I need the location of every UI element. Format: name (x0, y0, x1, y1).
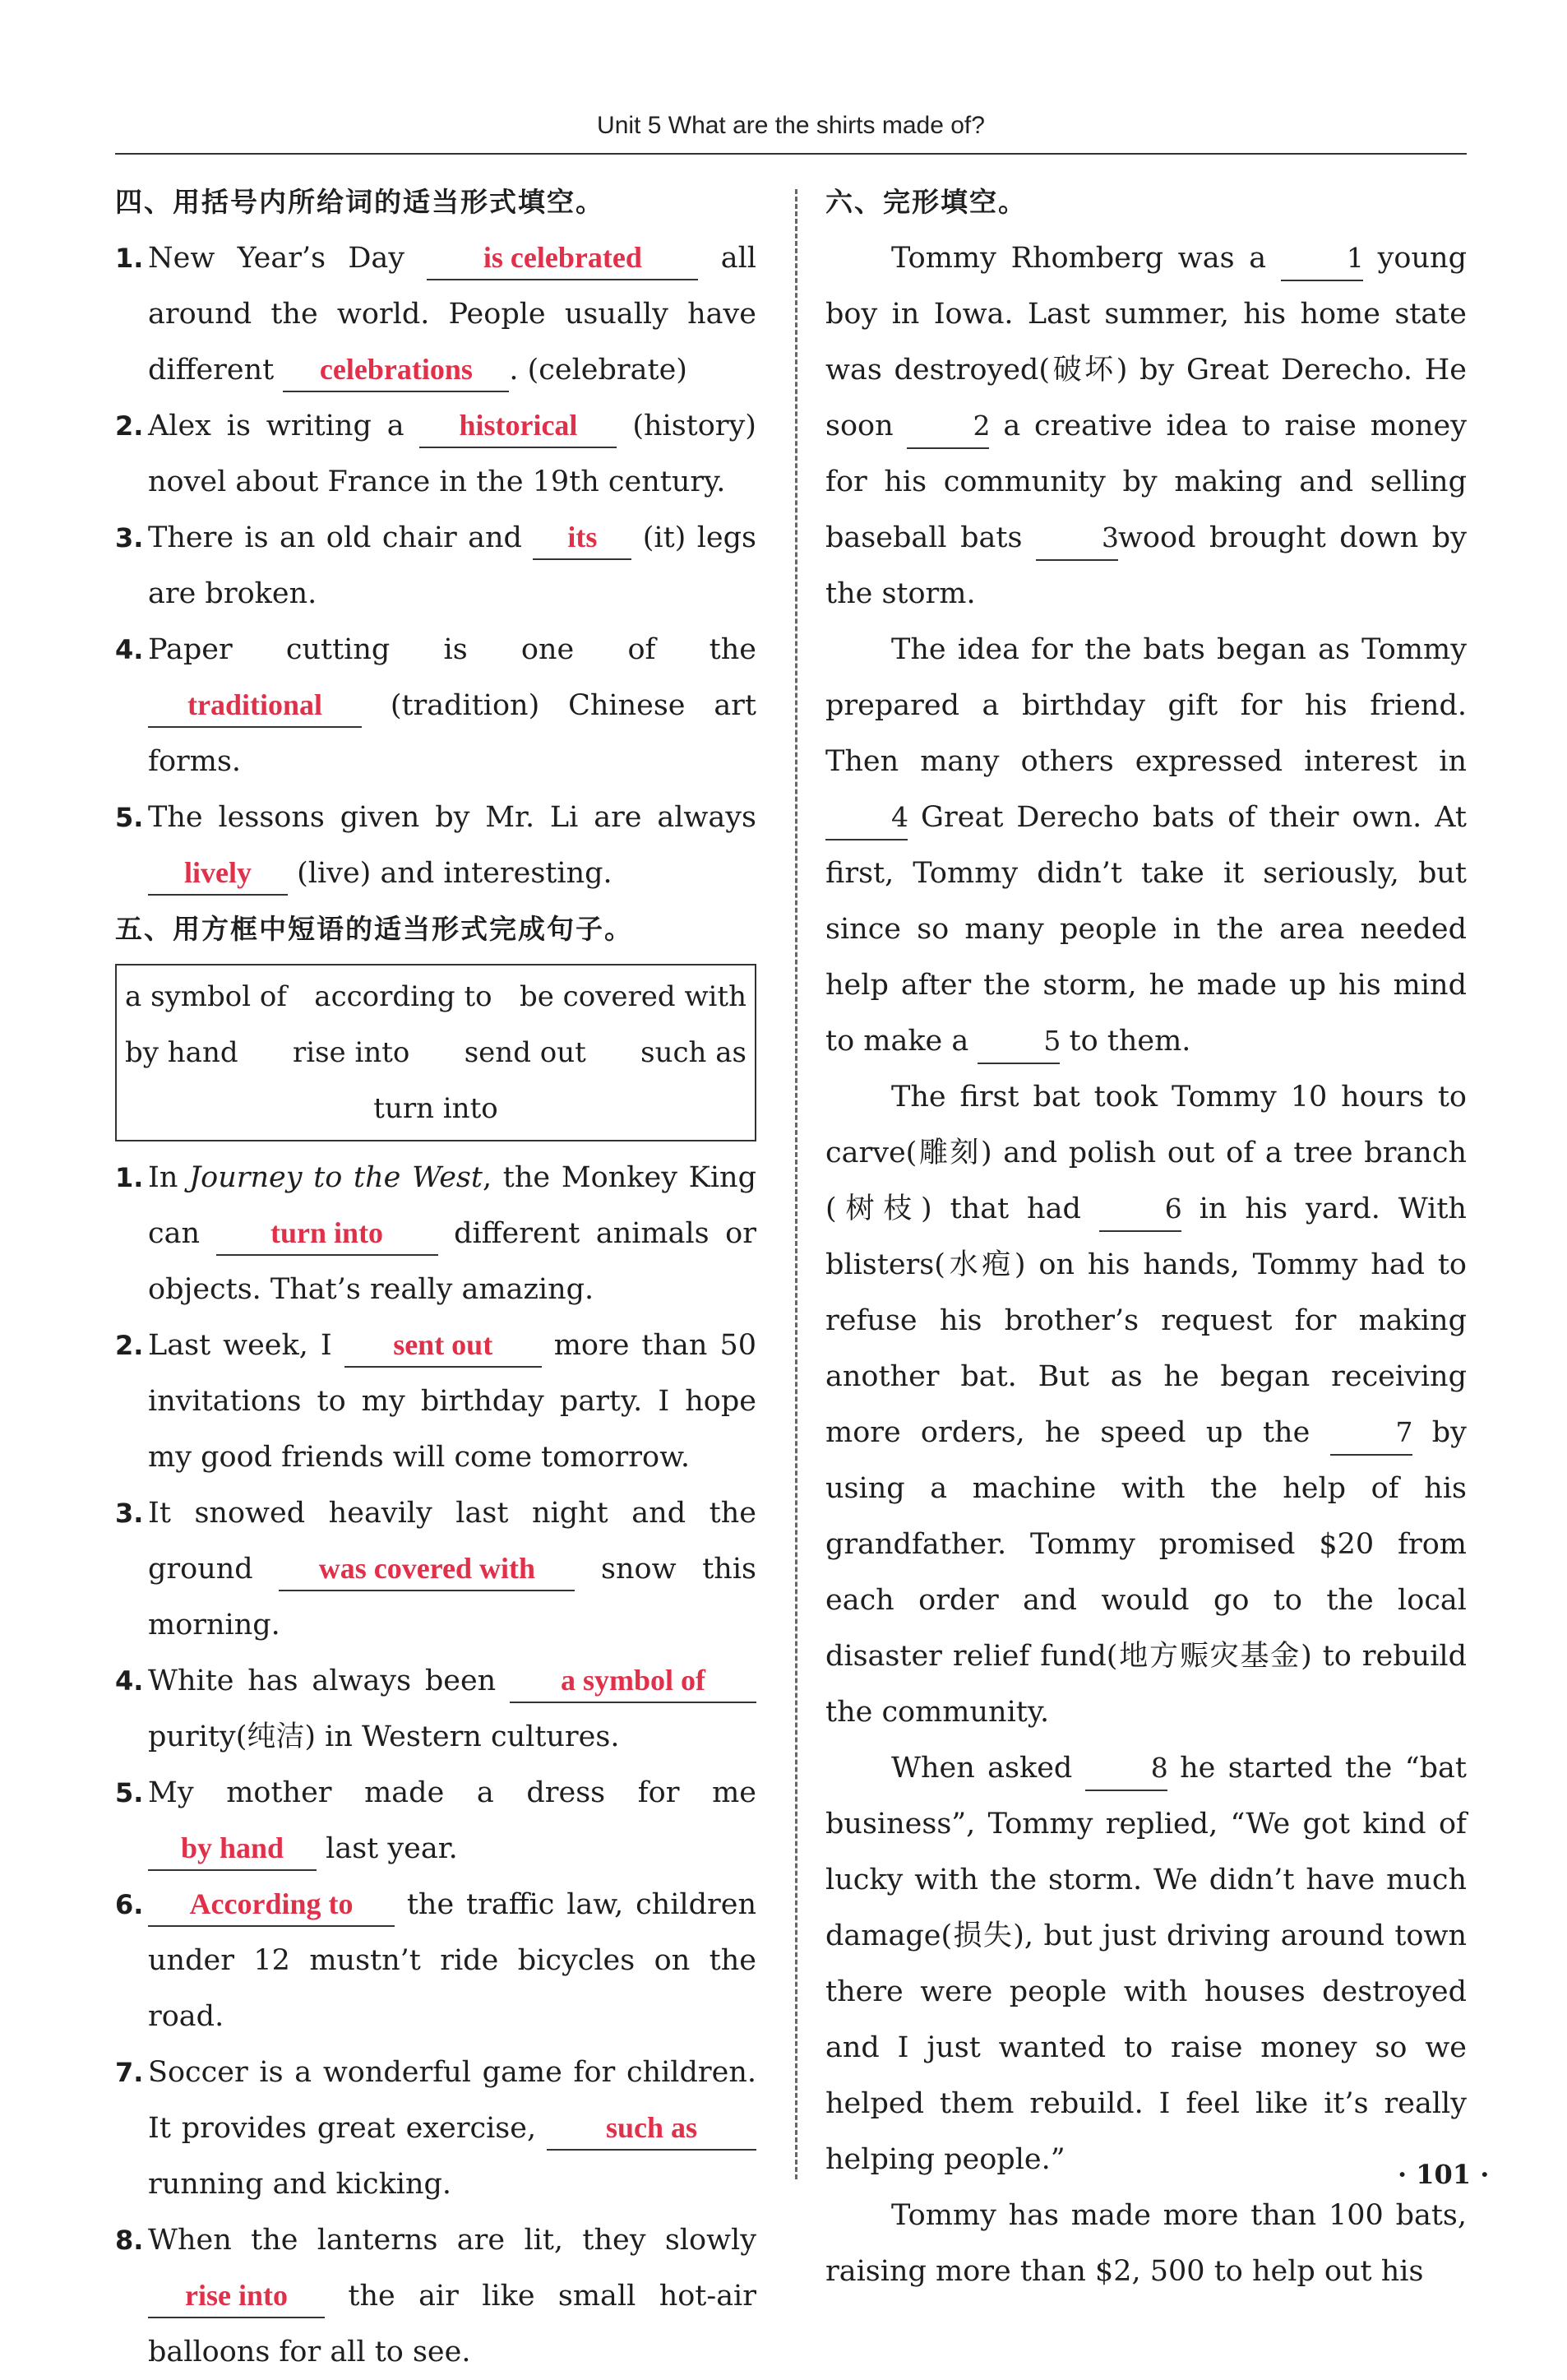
page-header: Unit 5 What are the shirts made of? (597, 112, 985, 139)
phrase: send out (464, 1036, 586, 1069)
item-text: (it) legs are broken. (148, 521, 756, 610)
answer-blank[interactable]: is celebrated (427, 236, 698, 280)
cloze-blank-6[interactable]: 6 (1099, 1188, 1181, 1232)
item-text: Soccer is a wonderful game for children. It provides great exercise, (148, 2056, 756, 2145)
answer-blank[interactable]: its (533, 516, 631, 560)
para-text: Great Derecho bats of their own. At first, Tommy didn’t take it seriously, but since so many people in the area needed help after the storm, he made up his mind to make a (825, 801, 1467, 1058)
item-number: 1. (115, 1162, 144, 1193)
exercise-4-4 (115, 622, 756, 789)
answer-blank[interactable]: historical (419, 404, 617, 448)
item-text: all around the world. People usually have different (148, 242, 756, 387)
exercise-4-2 (115, 398, 756, 510)
phrase: turn into (373, 1092, 498, 1125)
answer-blank[interactable]: traditional (148, 683, 362, 728)
book-title: Journey to the West (189, 1161, 483, 1194)
section-6-title: 六、完形填空。 (825, 186, 1027, 218)
phrase: according to (314, 980, 492, 1013)
answer-blank[interactable]: was covered with (279, 1547, 575, 1591)
exercise-5-6 (115, 1877, 756, 2044)
answer-blank[interactable]: a symbol of (510, 1659, 756, 1703)
answer-blank[interactable]: celebrations (283, 348, 509, 392)
para-text: Tommy has made more than 100 bats, raising more than $2, 500 to help out his (825, 2199, 1467, 2288)
phrase-row (125, 1025, 747, 1081)
item-text: Last week, I (148, 1329, 332, 1362)
item-text: snow this morning. (148, 1553, 756, 1641)
phrase-row (125, 969, 747, 1025)
para-text: The first bat took Tommy 10 hours to carve(雕刻) and polish out of a tree branch (树枝) that had (825, 1081, 1467, 1225)
page-number: · 101 · (1398, 2159, 1490, 2190)
item-text: different animals or objects. That’s really amazing. (148, 1217, 756, 1306)
para-text: to them. (1069, 1025, 1191, 1058)
cloze-blank-4[interactable]: 4 (825, 796, 908, 840)
cloze-blank-3[interactable]: 3 (1036, 516, 1118, 561)
item-number: 5. (115, 1777, 144, 1808)
item-text: . (celebrate) (509, 354, 687, 387)
item-text: the air like small hot-air balloons for all to see. (148, 2280, 756, 2368)
item-number: 3. (115, 1498, 144, 1529)
item-text: It snowed heavily last night and the ground (148, 1497, 756, 1586)
answer-blank[interactable]: sent out (344, 1323, 542, 1368)
cloze-paragraph-1 (825, 230, 1467, 622)
section-5-title: 五、用方框中短语的适当形式完成句子。 (115, 913, 633, 945)
item-text: My mother made a dress for me (148, 1776, 756, 1809)
item-number: 2. (115, 1330, 144, 1361)
exercise-4-1 (115, 230, 756, 398)
item-number: 2. (115, 410, 144, 442)
exercise-4-5 (115, 789, 756, 901)
item-text: (live) and interesting. (297, 857, 612, 890)
phrase: by hand (125, 1036, 238, 1069)
header-rule (115, 153, 1467, 155)
item-text: New Year’s Day (148, 242, 405, 275)
answer-blank[interactable]: According to (148, 1882, 395, 1927)
item-text: The lessons given by Mr. Li are always (148, 801, 756, 834)
cloze-paragraph-2 (825, 622, 1467, 1069)
item-text: , the Monkey King can (148, 1161, 756, 1250)
exercise-5-4 (115, 1653, 756, 1765)
para-text: he started the “bat business”, Tommy replied, “We got kind of lucky with the storm. We didn’t have much damage(损失), but just driving around town there were people with houses destroyed and I just wanted to raise money so we helped them rebuild. I feel like it’s really helping people.” (825, 1752, 1467, 2176)
item-number: 4. (115, 1665, 144, 1697)
section-4-title: 四、用括号内所给词的适当形式填空。 (115, 186, 604, 218)
answer-blank[interactable]: by hand (148, 1827, 317, 1871)
phrase: rise into (292, 1036, 410, 1069)
item-text: the traffic law, children under 12 mustn’t ride bicycles on the road. (148, 1888, 756, 2033)
answer-blank[interactable]: rise into (148, 2274, 325, 2318)
para-text: a creative idea to raise money for his community by making and selling baseball bats (825, 410, 1467, 554)
column-divider (795, 189, 797, 2179)
item-text: (history) novel about France in the 19th century. (148, 410, 756, 498)
phrase-row (125, 1081, 747, 1137)
exercise-5-2 (115, 1317, 756, 1485)
item-number: 3. (115, 522, 144, 553)
phrase: be covered with (519, 980, 747, 1013)
phrase-box (115, 964, 756, 1141)
right-column (825, 174, 1467, 2299)
item-text: more than 50 invitations to my birthday party. I hope my good friends will come tomorrow. (148, 1329, 756, 1474)
cloze-blank-5[interactable]: 5 (978, 1020, 1060, 1064)
item-number: 7. (115, 2057, 144, 2088)
item-text: There is an old chair and (148, 521, 522, 554)
item-number: 8. (115, 2225, 144, 2256)
answer-blank[interactable]: such as (547, 2106, 756, 2151)
exercise-5-5 (115, 1765, 756, 1877)
item-text: White has always been (148, 1665, 497, 1697)
item-text: In (148, 1161, 178, 1194)
item-text: last year. (326, 1832, 458, 1865)
para-text: young boy in Iowa. Last summer, his home state was destroyed(破坏) by Great Derecho. He soon (825, 242, 1467, 442)
para-text: wood brought down by the storm. (825, 521, 1467, 610)
item-number: 5. (115, 802, 144, 833)
cloze-paragraph-5 (825, 2188, 1467, 2299)
cloze-blank-8[interactable]: 8 (1085, 1747, 1167, 1791)
para-text: When asked (891, 1752, 1073, 1785)
answer-blank[interactable]: lively (148, 851, 288, 896)
exercise-5-1 (115, 1150, 756, 1317)
cloze-blank-1[interactable]: 1 (1281, 237, 1363, 281)
item-number: 4. (115, 634, 144, 665)
para-text: The idea for the bats began as Tommy prepared a birthday gift for his friend. Then many others expressed interest in (825, 633, 1467, 778)
para-text: in his yard. With blisters(水疱) on his hands, Tommy had to refuse his brother’s request for making another bat. But as he began receiving more orders, he speed up the (825, 1192, 1467, 1449)
exercise-5-8 (115, 2212, 756, 2380)
item-text: Paper cutting is one of the (148, 633, 756, 666)
item-text: purity(纯洁) in Western cultures. (148, 1720, 620, 1753)
cloze-paragraph-4 (825, 1740, 1467, 2188)
cloze-paragraph-3 (825, 1069, 1467, 1740)
cloze-blank-7[interactable]: 7 (1330, 1411, 1412, 1456)
exercise-5-3 (115, 1485, 756, 1653)
left-column (115, 174, 756, 2380)
para-text: by using a machine with the help of his grandfather. Tommy promised $20 from each order and would go to the local disaster relief fund(地方赈灾基金) to rebuild the community. (825, 1416, 1467, 1729)
phrase: such as (640, 1036, 747, 1069)
item-text: (tradition) Chinese art forms. (148, 689, 756, 778)
exercise-5-7 (115, 2044, 756, 2212)
item-number: 6. (115, 1889, 144, 1920)
para-text: Tommy Rhomberg was a (891, 242, 1267, 275)
phrase: a symbol of (125, 980, 287, 1013)
cloze-blank-2[interactable]: 2 (907, 405, 989, 449)
item-text: Alex is writing a (148, 410, 404, 442)
item-text: running and kicking. (148, 2168, 452, 2201)
item-number: 1. (115, 243, 144, 274)
answer-blank[interactable]: turn into (216, 1211, 438, 1256)
exercise-4-3 (115, 510, 756, 622)
item-text: When the lanterns are lit, they slowly (148, 2224, 756, 2257)
